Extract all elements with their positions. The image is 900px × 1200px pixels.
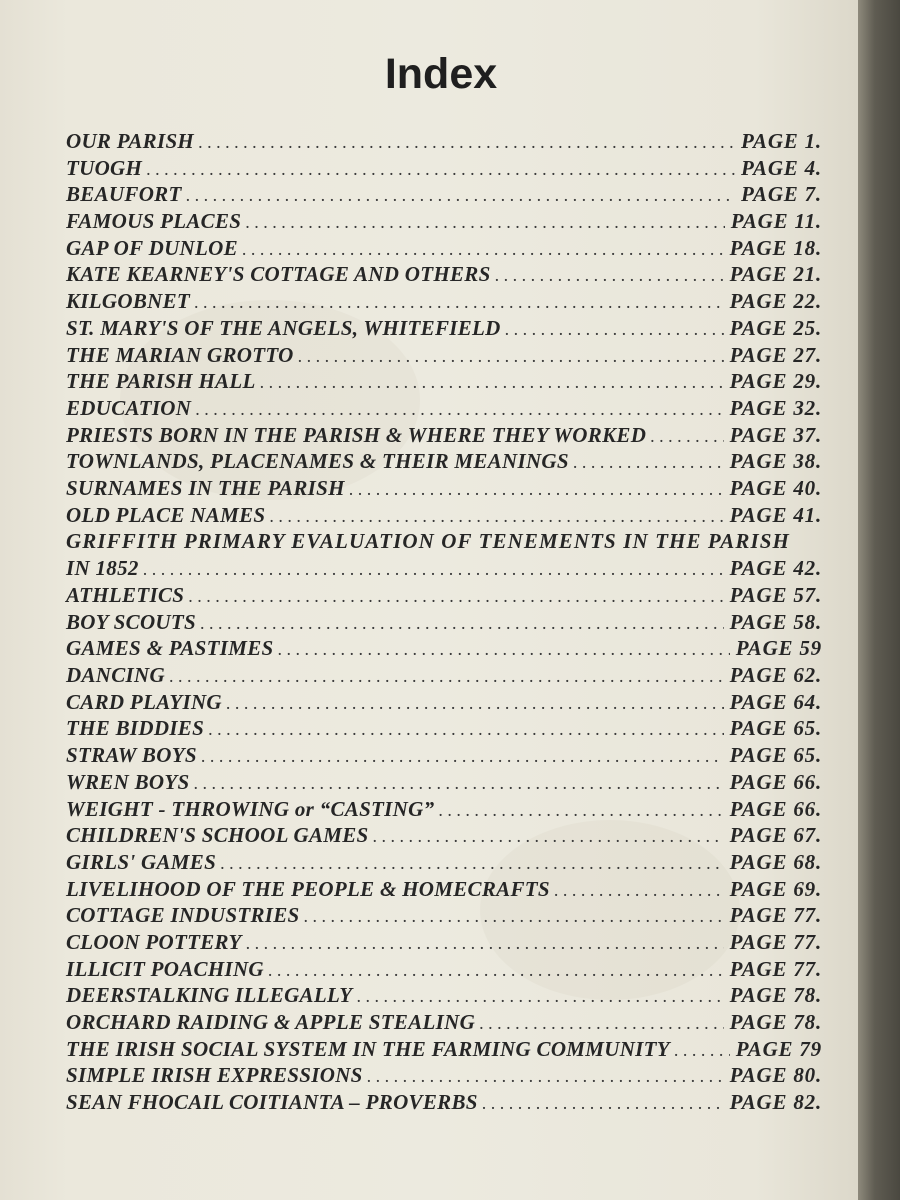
entry-title: TOWNLANDS, PLACENAMES & THEIR MEANINGS (66, 449, 569, 474)
index-entry (66, 235, 822, 262)
entry-page-number: PAGE 79 (735, 1036, 822, 1061)
dot-leader (260, 369, 724, 396)
entry-title: IN 1852 (66, 556, 139, 581)
entry-page-number: PAGE 68. (729, 849, 822, 874)
dot-leader (495, 262, 724, 289)
dot-leader (674, 1037, 730, 1064)
dot-leader (194, 289, 724, 316)
dot-leader (479, 1010, 724, 1037)
dot-leader (573, 449, 724, 476)
dot-leader (198, 129, 735, 156)
index-entry (66, 689, 822, 716)
index-entry (66, 342, 822, 369)
entry-title: GAP OF DUNLOE (66, 235, 238, 260)
entry-page-number: PAGE 82. (729, 1090, 822, 1115)
entry-title: SURNAMES IN THE PARISH (66, 475, 345, 500)
dot-leader (373, 823, 724, 850)
entry-page-number: PAGE 77. (729, 956, 822, 981)
dot-leader (367, 1063, 724, 1090)
entry-page-number: PAGE 66. (729, 796, 822, 821)
index-entry (66, 902, 822, 929)
index-entry (66, 1089, 822, 1116)
entry-page-number: PAGE 64. (729, 689, 822, 714)
entry-page-number: PAGE 69. (729, 876, 822, 901)
entry-title: BEAUFORT (66, 182, 182, 207)
index-entry (66, 796, 822, 823)
index-entry (66, 181, 822, 208)
index-entry (66, 1009, 822, 1036)
entry-title: OLD PLACE NAMES (66, 502, 266, 527)
entry-page-number: PAGE 59 (735, 636, 822, 661)
index-entry (66, 261, 822, 288)
entry-title: ILLICIT POACHING (66, 956, 264, 981)
dot-leader (169, 663, 724, 690)
index-entry (66, 502, 822, 529)
entry-title: KILGOBNET (66, 289, 191, 314)
dot-leader (482, 1090, 724, 1117)
dot-leader (349, 476, 724, 503)
entry-page-number: PAGE 25. (729, 315, 822, 340)
dot-leader (242, 236, 724, 263)
index-entry (66, 635, 822, 662)
entry-page-number: PAGE 29. (729, 369, 822, 394)
dot-leader (200, 610, 724, 637)
entry-title: ST. MARY'S OF THE ANGELS, WHITEFIELD (66, 315, 501, 340)
dot-leader (195, 396, 723, 423)
entry-title: THE PARISH HALL (66, 369, 256, 394)
index-heading: Index (384, 50, 498, 98)
entry-page-number: PAGE 7. (740, 182, 822, 207)
index-entry (66, 155, 822, 182)
entry-page-number: PAGE 1. (740, 129, 822, 153)
dot-leader (193, 770, 723, 797)
entry-page-number: PAGE 41. (729, 502, 822, 527)
entry-title: GIRLS' GAMES (66, 849, 217, 874)
entry-title: CARD PLAYING (66, 689, 222, 714)
entry-page-number: PAGE 58. (729, 609, 822, 634)
index-entry (66, 929, 822, 956)
index-entry (66, 208, 822, 235)
dot-leader (245, 209, 725, 236)
entry-title: DANCING (66, 663, 165, 688)
entry-page-number: PAGE 78. (729, 1010, 822, 1034)
dot-leader (143, 556, 724, 583)
entry-page-number: PAGE 57. (729, 583, 822, 607)
dot-leader (298, 343, 724, 370)
entry-title: GAMES & PASTIMES (66, 636, 274, 661)
dot-leader (505, 316, 724, 343)
entry-page-number: PAGE 11. (730, 209, 822, 234)
dot-leader (146, 156, 735, 183)
dot-leader (277, 636, 729, 663)
entry-title: STRAW BOYS (66, 743, 197, 768)
dot-leader (226, 690, 724, 717)
dot-leader (188, 583, 723, 610)
index-entry (66, 742, 822, 769)
entry-title: GRIFFITH PRIMARY EVALUATION OF TENEMENTS IN THE PARISH (66, 529, 790, 554)
entry-title: PRIESTS BORN IN THE PARISH & WHERE THEY WORKED (66, 422, 647, 447)
entry-title: THE BIDDIES (66, 716, 205, 741)
entry-page-number: PAGE 40. (729, 475, 822, 500)
index-entry (66, 609, 822, 636)
entry-title: WREN BOYS (66, 769, 190, 794)
entry-page-number: PAGE 77. (729, 903, 822, 928)
index-entry (66, 956, 822, 983)
index-entry (66, 315, 822, 342)
entry-page-number: PAGE 27. (729, 342, 822, 367)
index-entry (66, 876, 822, 903)
entry-page-number: PAGE 80. (729, 1063, 822, 1088)
entry-title: COTTAGE INDUSTRIES (66, 903, 300, 928)
index-entry (66, 662, 822, 689)
dot-leader (268, 957, 724, 984)
entry-page-number: PAGE 18. (729, 235, 822, 260)
entry-page-number: PAGE 32. (729, 395, 822, 420)
entry-title: KATE KEARNEY'S COTTAGE AND OTHERS (66, 262, 491, 287)
entry-page-number: PAGE 4. (740, 155, 822, 180)
dot-leader (186, 182, 735, 209)
index-entry (66, 715, 822, 742)
index-entry (66, 368, 822, 395)
entry-title: FAMOUS PLACES (66, 209, 242, 234)
index-entry (66, 1062, 822, 1089)
dot-leader (208, 716, 724, 743)
index-entry (66, 128, 822, 155)
entry-page-number: PAGE 67. (729, 823, 822, 848)
entry-title: LIVELIHOOD OF THE PEOPLE & HOMECRAFTS (66, 876, 550, 901)
dot-leader (650, 423, 723, 450)
entry-title: TUOGH (66, 155, 143, 180)
entry-title: SIMPLE IRISH EXPRESSIONS (66, 1063, 363, 1088)
entry-page-number: PAGE 42. (729, 556, 822, 581)
index-entry (66, 849, 822, 876)
entry-title: EDUCATION (66, 395, 192, 420)
entry-title: ATHLETICS (66, 583, 185, 607)
index-entry (66, 1036, 822, 1063)
entry-title: ORCHARD RAIDING & APPLE STEALING (66, 1010, 476, 1034)
entry-page-number: PAGE 38. (729, 449, 822, 474)
entry-title: THE IRISH SOCIAL SYSTEM IN THE FARMING COMMUNITY (66, 1036, 670, 1061)
entry-title: DEERSTALKING ILLEGALLY (66, 983, 353, 1008)
dot-leader (356, 983, 723, 1010)
entry-page-number: PAGE 65. (729, 743, 822, 768)
entry-page-number: PAGE 78. (729, 983, 822, 1008)
entry-title: BOY SCOUTS (66, 609, 196, 634)
index-entry (66, 982, 822, 1009)
entry-page-number: PAGE 22. (729, 289, 822, 314)
index-entry (66, 395, 822, 422)
dot-leader (201, 743, 724, 770)
index-entry (66, 448, 822, 475)
entry-title: OUR PARISH (66, 129, 195, 153)
entry-page-number: PAGE 21. (729, 262, 822, 287)
index-entry (66, 288, 822, 315)
index-entry (66, 475, 822, 502)
index-entry (66, 822, 822, 849)
dot-leader (554, 877, 724, 904)
dot-leader (246, 930, 724, 957)
index-entry (66, 582, 822, 609)
index-entry (66, 528, 822, 555)
entry-page-number: PAGE 66. (729, 769, 822, 794)
entry-page-number: PAGE 37. (729, 422, 822, 447)
entry-title: THE MARIAN GROTTO (66, 342, 294, 367)
entry-title: WEIGHT - THROWING or “CASTING” (66, 796, 435, 821)
index-entry (66, 769, 822, 796)
index-list (66, 128, 822, 1116)
dot-leader (438, 797, 723, 824)
entry-page-number: PAGE 77. (729, 929, 822, 954)
dot-leader (220, 850, 724, 877)
index-entry (66, 422, 822, 449)
dot-leader (304, 903, 724, 930)
entry-page-number: PAGE 65. (729, 716, 822, 741)
page-edge-shadow (858, 0, 900, 1200)
index-entry (66, 555, 822, 582)
entry-page-number: PAGE 62. (729, 663, 822, 688)
entry-title: CLOON POTTERY (66, 929, 242, 954)
dot-leader (269, 503, 723, 530)
entry-title: CHILDREN'S SCHOOL GAMES (66, 823, 369, 848)
entry-title: SEAN FHOCAIL COITIANTA – PROVERBS (66, 1090, 478, 1115)
